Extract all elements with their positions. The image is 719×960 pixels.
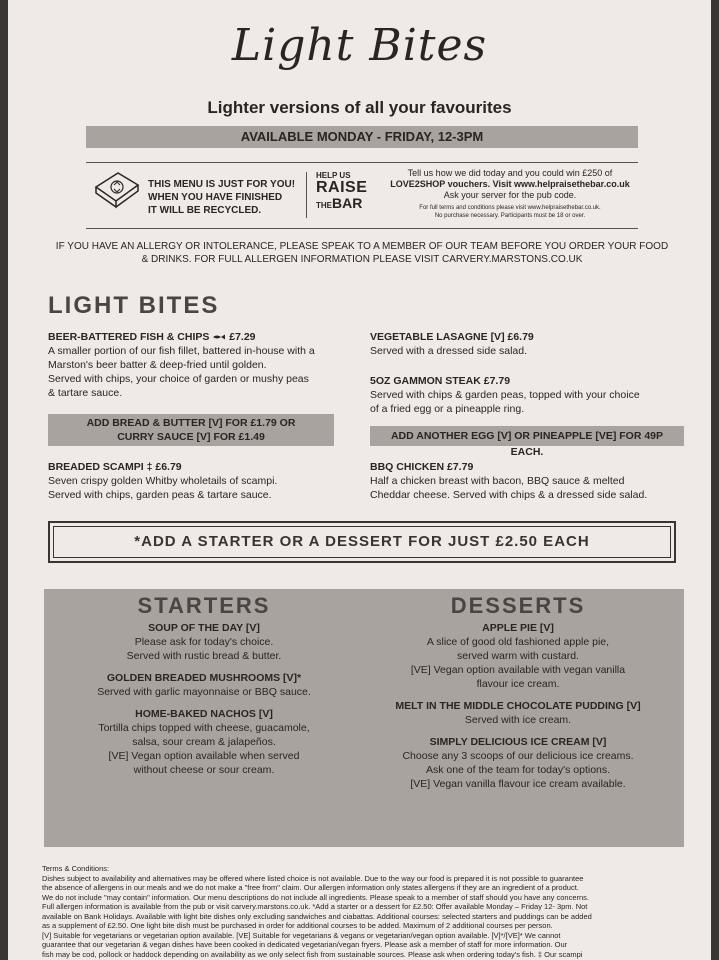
item-desc: Choose any 3 scoops of our delicious ice creams. [402,750,634,762]
item-desc: Half a chicken breast with bacon, BBQ sauce & melted [370,475,625,487]
item-name: VEGETABLE LASAGNE [V] £6.79 [370,331,534,343]
item-desc: [VE] Vegan option available when served [108,750,300,762]
logo-the: THE [316,201,332,210]
item-desc: Served with chips, your choice of garden or mushy peas [48,373,309,385]
item-desc: Served with garlic mayonnaise or BBQ sauce. [97,686,311,698]
terms-line: the absence of allergens in our meals and we do not make a "free from" claim. Our allergen information only states allergens if they are an ingredient of a product. [42,883,579,892]
item-name: SOUP OF THE DAY [V] [148,622,260,634]
terms-line: [V] Suitable for vegetarians or vegetarian option available. [VE] Suitable for vegetarians & vegans or vegetarian/vegan option available. [V]*/[VE]* We cannot [42,930,561,940]
menu-sheet [8,0,711,960]
item-desc: Served with rustic bread & butter. [126,650,282,662]
terms-line: Full allergen information is available from the pub or visit carvery.marstons.co.uk. *Add a starter or a dessert for £2.50: Offer available Monday – Friday 12- 3pm. Not [42,902,588,911]
item-desc: [VE] Vegan option available with vegan vanilla [410,664,626,676]
desserts-heading: DESSERTS [450,593,586,618]
terms-and-conditions [42,864,682,959]
item-desc: without cheese or sour cream. [133,764,275,776]
terms-line: Dishes subject to availability and alternatives may be offered where listed choice is not available. Due to the way our food is prepared it is not possible to guarantee [42,873,584,883]
terms-line: guarantee that our vegetarian & vegan dishes have been cooked in dedicated vegetarian/vegan fryers. Please ask a member of staff for more information. Our [42,940,568,949]
item-desc: Cheddar cheese. Served with chips & a dressed side salad. [370,489,648,501]
pitch-line: Ask your server for the pub code. [443,190,577,200]
item-desc: served warm with custard. [457,650,579,662]
divider-mid [86,228,638,229]
gammon-addon-box: ADD ANOTHER EGG [V] OR PINEAPPLE [VE] FOR 49P EACH. [370,426,684,446]
item-desc: Served with a dressed side salad. [370,345,528,357]
desserts-column [368,589,668,791]
vertical-divider [306,172,307,218]
feedback-pitch [380,168,640,220]
fish-icon [212,334,226,340]
allergy-line: & DRINKS. FOR FULL ALLERGEN INFORMATION PLEASE VISIT CARVERY.MARSTONS.CO.UK [141,254,583,265]
item-desc: & tartare sauce. [48,387,123,399]
raise-the-bar-logo [316,172,367,210]
item-name: BBQ CHICKEN £7.79 [370,461,474,473]
pitch-line: LOVE2SHOP vouchers. Visit www.helpraisethebar.co.uk [390,179,630,189]
item-name [48,330,358,344]
terms-line: fish may be cod, pollock or haddock depending on availability as we only select fish from sustainable sources. Please ask when ordering today's fish. ‡ Our scampi [42,949,583,959]
terms-heading: Terms & Conditions: [42,864,110,873]
starters-desserts-panel [44,589,684,847]
item-desc: Please ask for today's choice. [134,636,274,648]
addon-line: ADD BREAD & BUTTER [V] FOR £1.79 OR [86,417,296,429]
item-desc: Served with ice cream. [464,714,572,726]
logo-bar: BAR [332,195,363,211]
item-name: SIMPLY DELICIOUS ICE CREAM [V] [429,736,607,748]
page-title: Light Bites [231,20,488,71]
menu-item-bbq [370,460,690,502]
fish-addon-box [48,414,334,446]
item-name: APPLE PIE [V] [482,622,554,634]
pitch-fine: For full terms and conditions please visit www.helpraisethebar.co.uk. [419,205,601,211]
logo-raise: RAISE [316,179,368,196]
item-desc: [VE] Vegan vanilla flavour ice cream available. [410,778,626,790]
item-desc: Seven crispy golden Whitby wholetails of scampi. [48,475,278,487]
allergy-line: IF YOU HAVE AN ALLERGY OR INTOLERANCE, PLEASE SPEAK TO A MEMBER OF OUR TEAM BEFORE YOU ORDER YOUR FOOD [55,241,669,252]
item-desc: salsa, sour cream & jalapeños. [132,736,276,748]
menu-item-scampi [48,460,358,502]
item-desc: Tortilla chips topped with cheese, guacamole, [98,722,310,734]
recycle-line: WHEN YOU HAVE FINISHED [148,192,283,203]
starters-column [54,589,354,777]
divider-top [86,162,638,163]
starter-dessert-offer: *ADD A STARTER OR A DESSERT FOR JUST £2.50 EACH [48,521,676,563]
menu-item-fish [48,330,358,400]
logo-help: HELP US [316,171,351,180]
addon-line: CURRY SAUCE [V] FOR £1.49 [117,431,265,443]
item-desc: Served with chips, garden peas & tartare sauce. [48,489,272,501]
item-desc: A slice of good old fashioned apple pie, [426,636,610,648]
terms-line: available on Bank Holidays. Available with light bite dishes only excluding sandwiches and ciabattas. Additional courses: selected starters and puddings can be added [42,911,592,921]
recycle-notice [148,178,295,217]
fish-price: £7.29 [229,331,256,343]
page-subtitle: Lighter versions of all your favourites [207,98,512,117]
item-name: HOME-BAKED NACHOS [V] [135,708,273,720]
item-desc: Served with chips & garden peas, topped with your choice [370,389,640,401]
pitch-fine: No purchase necessary. Participants must be 18 or over. [434,213,586,219]
recycle-line: THIS MENU IS JUST FOR YOU! [148,179,296,190]
light-bites-heading: LIGHT BITES [48,292,220,319]
item-desc: Ask one of the team for today's options. [425,764,611,776]
availability-banner: AVAILABLE MONDAY - FRIDAY, 12-3PM [86,126,638,148]
recycle-line: IT WILL BE RECYCLED. [148,205,262,216]
menu-item-gammon [370,374,690,416]
item-desc: flavour ice cream. [476,678,560,690]
recycle-icon [92,167,142,213]
terms-line: as a supplement of £2.50. One light bite dish must be purchased in order for additional courses to be added. Maximum of 2 additional courses per person. [42,921,553,930]
item-name: 5OZ GAMMON STEAK £7.79 [370,375,511,387]
item-name: BREADED SCAMPI ‡ £6.79 [48,461,182,473]
item-name: GOLDEN BREADED MUSHROOMS [V]* [106,672,302,684]
terms-line: We do not include "may contain" information. Our menu descriptions do not include all ingredients. Please speak to a member of staff should you have any concerns. [42,892,590,902]
allergy-notice [38,240,686,266]
menu-item-lasagne [370,330,690,358]
item-desc: Marston's beer batter & deep-fried until golden. [48,359,267,371]
item-desc: A smaller portion of our fish fillet, battered in-house with a [48,345,315,357]
item-desc: of a fried egg or a pineapple ring. [370,403,525,415]
starters-heading: STARTERS [137,593,271,618]
item-name: MELT IN THE MIDDLE CHOCOLATE PUDDING [V] [395,700,641,712]
pitch-line: Tell us how we did today and you could win £250 of [407,168,613,178]
fish-name: BEER-BATTERED FISH & CHIPS [48,331,210,343]
